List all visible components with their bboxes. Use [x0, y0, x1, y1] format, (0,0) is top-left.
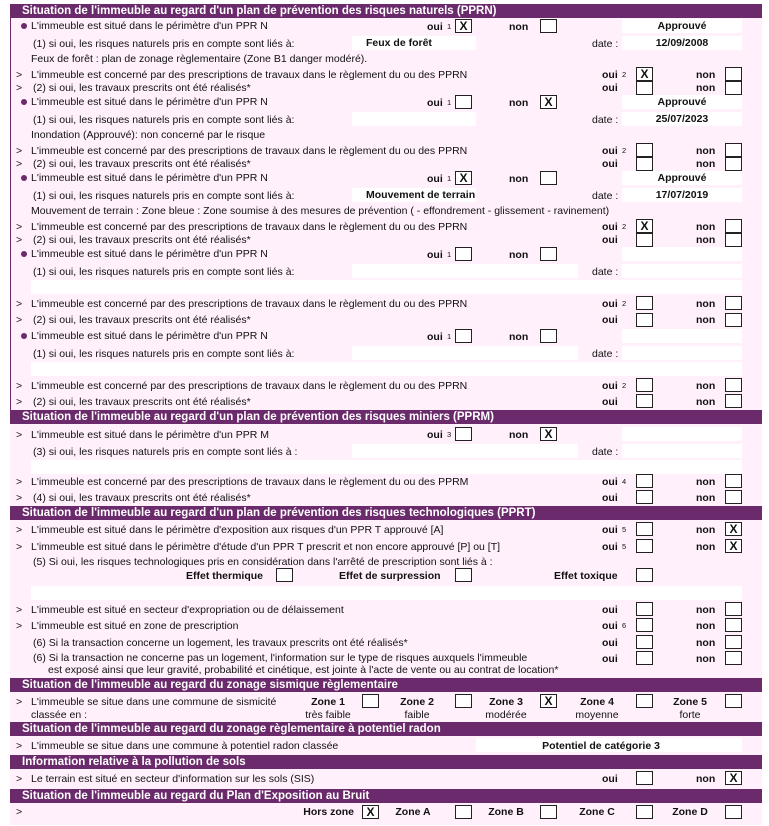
- pprt-exposition-label: L'immeuble est situé dans le périmètre d'exposition aux risques d'un PPR T approuvé [A]: [31, 524, 444, 536]
- footnote-ref: 1: [447, 22, 452, 31]
- oui-label: oui: [602, 604, 618, 616]
- zone-b-checkbox[interactable]: [540, 805, 557, 819]
- pprn3-status: Approuvé: [657, 172, 707, 184]
- zone5-label: Zone 5: [673, 696, 707, 708]
- pprn-prescriptions-label: L'immeuble est concerné par des prescriptions de travaux dans le règlement du ou des PPRN: [31, 298, 468, 310]
- pprn5-risk-field: [352, 346, 578, 360]
- pprt-expropriation-label: L'immeuble est situé en secteur d'expropriation ou de délaissement: [31, 604, 344, 616]
- zone3-label: Zone 3: [489, 696, 523, 708]
- arrow-marker: >: [16, 158, 23, 170]
- non-label: non: [696, 158, 716, 170]
- footnote-ref: 1: [447, 250, 452, 259]
- zone-c-label: Zone C: [579, 806, 615, 818]
- bullet-icon: [21, 333, 27, 339]
- effet-surpression-label: Effet de surpression: [339, 570, 441, 582]
- arrow-marker: >: [16, 69, 23, 81]
- pprn2-prescriptions-oui-checkbox[interactable]: [636, 143, 653, 157]
- pprn-prescriptions-label: L'immeuble est concerné par des prescriptions de travaux dans le règlement du ou des PPRN: [31, 145, 468, 157]
- section-header-sols: Information relative à la pollution de sols: [10, 755, 762, 769]
- arrow-marker: >: [16, 740, 23, 752]
- oui-label: oui: [427, 429, 443, 441]
- oui-label: oui: [602, 396, 618, 408]
- date-label: date :: [592, 446, 619, 458]
- pprn-risques-label: (1) si oui, les risques naturels pris en compte sont liés à:: [33, 190, 295, 202]
- pprn5-note-field: [31, 362, 742, 376]
- arrow-marker: >: [16, 82, 23, 94]
- oui-label: oui: [602, 69, 618, 81]
- pprn-left-border: [10, 18, 11, 410]
- effet-toxique-checkbox[interactable]: [636, 568, 653, 582]
- arrow-marker: >: [16, 476, 23, 488]
- zone-d-checkbox[interactable]: [725, 805, 742, 819]
- pprn4-status-field: [622, 247, 742, 261]
- pprm-note-field: [31, 460, 742, 474]
- footnote-ref: 5: [622, 525, 627, 534]
- pprn1-non-checkbox[interactable]: [540, 19, 557, 33]
- pprn3-travaux-non-checkbox[interactable]: [725, 233, 742, 247]
- pprt-zone-prescription-label: L'immeuble est situé en zone de prescription: [31, 620, 239, 632]
- bullet-icon: [21, 99, 27, 105]
- sismique-label-1: L'immeuble se situe dans une commune de sismicité: [31, 696, 277, 708]
- non-label: non: [696, 298, 716, 310]
- pprn3-note: Mouvement de terrain : Zone bleue : Zone soumise à des mesures de prévention ( - effondrement - glissement - ravinement): [31, 205, 610, 217]
- pprm-prescriptions-non-checkbox[interactable]: [725, 474, 742, 488]
- non-label: non: [696, 380, 716, 392]
- oui-label: oui: [602, 380, 618, 392]
- oui-label: oui: [427, 21, 443, 33]
- pprn3-oui-checkbox[interactable]: X: [455, 171, 472, 185]
- footnote-ref: 1: [447, 174, 452, 183]
- non-logement-non-checkbox[interactable]: [725, 651, 742, 665]
- oui-label: oui: [427, 173, 443, 185]
- pprn1-risk: Feux de forêt: [366, 37, 432, 49]
- pprt-non-logement-label-2: est exposé ainsi que leur gravité, probabilité et cinétique, est jointe à l'acte de vente ou au contrat de location*: [48, 664, 559, 676]
- radon-label: L'immeuble se situe dans une commune à potentiel radon classée: [31, 740, 339, 752]
- oui-label: oui: [602, 158, 618, 170]
- pprn1-note: Feux de forêt : plan de zonage règlementaire (Zone B1 danger modéré).: [31, 53, 368, 65]
- non-label: non: [509, 429, 529, 441]
- pprn-risques-label: (1) si oui, les risques naturels pris en compte sont liés à:: [33, 266, 295, 278]
- pprn4-note-field: [31, 280, 742, 294]
- non-label: non: [696, 524, 716, 536]
- non-label: non: [509, 21, 529, 33]
- pprm-perimetre-label: L'immeuble est situé dans le périmètre d'un PPR M: [31, 429, 270, 441]
- non-label: non: [696, 492, 716, 504]
- pprn1-oui-checkbox[interactable]: X: [455, 19, 472, 33]
- non-label: non: [696, 637, 716, 649]
- pprn-risques-label: (1) si oui, les risques naturels pris en compte sont liés à:: [33, 348, 295, 360]
- pprn4-oui-checkbox[interactable]: [455, 247, 472, 261]
- pprn4-risk-field: [352, 264, 578, 278]
- effet-toxique-label: Effet toxique: [554, 570, 618, 582]
- oui-label: oui: [602, 221, 618, 233]
- non-label: non: [509, 249, 529, 261]
- footnote-ref: 2: [622, 70, 627, 79]
- section-header-sismique: Situation de l'immeuble au regard du zonage sismique règlementaire: [10, 678, 762, 692]
- oui-label: oui: [602, 524, 618, 536]
- oui-label: oui: [602, 637, 618, 649]
- radon-value: Potentiel de catégorie 3: [542, 740, 660, 752]
- pprn4-non-checkbox[interactable]: [540, 247, 557, 261]
- zone1-checkbox[interactable]: [362, 694, 379, 708]
- pprm-non-checkbox[interactable]: X: [540, 427, 557, 441]
- footnote-ref: 1: [447, 98, 452, 107]
- expropriation-oui-checkbox[interactable]: [636, 602, 653, 616]
- non-label: non: [696, 221, 716, 233]
- oui-label: oui: [427, 331, 443, 343]
- zone-prescription-non-checkbox[interactable]: [725, 618, 742, 632]
- pprn-prescriptions-label: L'immeuble est concerné par des prescriptions de travaux dans le règlement du ou des PPRN: [31, 221, 468, 233]
- zone4-level: moyenne: [575, 709, 619, 721]
- arrow-marker: >: [16, 541, 23, 553]
- zone4-label: Zone 4: [580, 696, 614, 708]
- pprn-perimetre-label: L'immeuble est situé dans le périmètre d'un PPR N: [31, 96, 268, 108]
- zone-c-checkbox[interactable]: [636, 805, 653, 819]
- non-label: non: [509, 173, 529, 185]
- non-label: non: [696, 234, 716, 246]
- pprm-prescriptions-label: L'immeuble est concerné par des prescriptions de travaux dans le règlement du ou des PPRM: [31, 476, 469, 488]
- oui-label: oui: [602, 492, 618, 504]
- logement-oui-checkbox[interactable]: [636, 635, 653, 649]
- pprn2-non-checkbox[interactable]: X: [540, 95, 557, 109]
- pprn2-date: 25/07/2023: [655, 113, 709, 125]
- zone1-level: très faible: [305, 709, 351, 721]
- arrow-marker: >: [16, 145, 23, 157]
- pprn-travaux-label: (2) si oui, les travaux prescrits ont été réalisés*: [33, 82, 251, 94]
- pprt-exposition-oui-checkbox[interactable]: [636, 522, 653, 536]
- oui-label: oui: [602, 145, 618, 157]
- pprn4-prescriptions-oui-checkbox[interactable]: [636, 296, 653, 310]
- zone-prescription-oui-checkbox[interactable]: [636, 618, 653, 632]
- pprn1-prescriptions-oui-checkbox[interactable]: X: [636, 67, 653, 81]
- arrow-marker: >: [16, 620, 23, 632]
- pprn1-date: 12/09/2008: [655, 37, 709, 49]
- pprn1-travaux-oui-checkbox[interactable]: [636, 81, 653, 95]
- arrow-marker: >: [16, 492, 23, 504]
- pprt-etude-non-checkbox[interactable]: X: [725, 539, 742, 553]
- non-label: non: [509, 97, 529, 109]
- pprn-prescriptions-label: L'immeuble est concerné par des prescriptions de travaux dans le règlement du ou des PPRN: [31, 380, 468, 392]
- oui-label: oui: [602, 234, 618, 246]
- pprn-perimetre-label: L'immeuble est situé dans le périmètre d'un PPR N: [31, 172, 268, 184]
- pprm-risk-field: [352, 444, 578, 458]
- pprn5-prescriptions-oui-checkbox[interactable]: [636, 378, 653, 392]
- pprm-status-field: [622, 427, 742, 441]
- pprn2-risk-field: [352, 112, 476, 126]
- arrow-marker: >: [16, 524, 23, 536]
- zone-a-checkbox[interactable]: [455, 805, 472, 819]
- arrow-marker: >: [16, 380, 23, 392]
- pprn-travaux-label: (2) si oui, les travaux prescrits ont été réalisés*: [33, 158, 251, 170]
- hors-zone-label: Hors zone: [303, 806, 354, 818]
- oui-label: oui: [427, 97, 443, 109]
- pprm-travaux-oui-checkbox[interactable]: [636, 490, 653, 504]
- footnote-ref: 3: [447, 430, 452, 439]
- footnote-ref: 6: [622, 621, 627, 630]
- pprn2-oui-checkbox[interactable]: [455, 95, 472, 109]
- pprn5-travaux-oui-checkbox[interactable]: [636, 394, 653, 408]
- pprn4-travaux-non-checkbox[interactable]: [725, 313, 742, 327]
- pprn-travaux-label: (2) si oui, les travaux prescrits ont été réalisés*: [33, 234, 251, 246]
- footnote-ref: 2: [622, 299, 627, 308]
- pprn4-date-field: [622, 264, 742, 278]
- arrow-marker: >: [16, 396, 23, 408]
- oui-label: oui: [602, 541, 618, 553]
- footnote-ref: 2: [622, 381, 627, 390]
- arrow-marker: >: [16, 221, 23, 233]
- sols-non-checkbox[interactable]: X: [725, 771, 742, 785]
- pprn3-date: 17/07/2019: [655, 189, 709, 201]
- effet-surpression-checkbox[interactable]: [455, 568, 472, 582]
- pprm-oui-checkbox[interactable]: [455, 427, 472, 441]
- non-label: non: [696, 541, 716, 553]
- zone-a-label: Zone A: [395, 806, 431, 818]
- non-label: non: [509, 331, 529, 343]
- pprn2-prescriptions-non-checkbox[interactable]: [725, 143, 742, 157]
- pprn4-prescriptions-non-checkbox[interactable]: [725, 296, 742, 310]
- non-label: non: [696, 145, 716, 157]
- pprt-etude-label: L'immeuble est situé dans le périmètre d'étude d'un PPR T prescrit et non encore approuvé [P] ou [T]: [31, 541, 501, 553]
- zone3-checkbox[interactable]: X: [540, 694, 557, 708]
- pprn2-travaux-oui-checkbox[interactable]: [636, 157, 653, 171]
- section-header-bruit: Situation de l'immeuble au regard du Plan d'Exposition au Bruit: [10, 789, 762, 803]
- arrow-marker: >: [16, 806, 23, 818]
- pprn1-prescriptions-non-checkbox[interactable]: [725, 67, 742, 81]
- pprm-travaux-label: (4) si oui, les travaux prescrits ont été réalisés*: [33, 492, 251, 504]
- zone2-label: Zone 2: [400, 696, 434, 708]
- non-label: non: [696, 653, 716, 665]
- pprn5-date-field: [622, 346, 742, 360]
- pprn2-status: Approuvé: [657, 96, 707, 108]
- pprn1-travaux-non-checkbox[interactable]: [725, 81, 742, 95]
- zone4-checkbox[interactable]: [636, 694, 653, 708]
- pprt-exposition-non-checkbox[interactable]: X: [725, 522, 742, 536]
- pprn3-prescriptions-oui-checkbox[interactable]: X: [636, 219, 653, 233]
- pprn3-travaux-oui-checkbox[interactable]: [636, 233, 653, 247]
- date-label: date :: [592, 190, 619, 202]
- footnote-ref: 2: [622, 222, 627, 231]
- bullet-icon: [21, 251, 27, 257]
- bullet-icon: [21, 175, 27, 181]
- zone-b-label: Zone B: [488, 806, 524, 818]
- pprm-prescriptions-oui-checkbox[interactable]: [636, 474, 653, 488]
- arrow-marker: >: [16, 604, 23, 616]
- section-header-pprn: Situation de l'immeuble au regard d'un plan de prévention des risques naturels (PPRN): [10, 4, 762, 18]
- date-label: date :: [592, 114, 619, 126]
- expropriation-non-checkbox[interactable]: [725, 602, 742, 616]
- oui-label: oui: [602, 620, 618, 632]
- pprn-perimetre-label: L'immeuble est situé dans le périmètre d'un PPR N: [31, 248, 268, 260]
- sismique-label-2: classée en :: [31, 709, 88, 721]
- pprn2-note: Inondation (Approuvé): non concerné par le risque: [31, 129, 266, 141]
- hors-zone-checkbox[interactable]: X: [362, 805, 379, 819]
- pprn3-non-checkbox[interactable]: [540, 171, 557, 185]
- pprn-travaux-label: (2) si oui, les travaux prescrits ont été réalisés*: [33, 314, 251, 326]
- non-label: non: [696, 396, 716, 408]
- pprn3-risk: Mouvement de terrain: [366, 189, 476, 201]
- pprm-travaux-non-checkbox[interactable]: [725, 490, 742, 504]
- pprn-risques-label: (1) si oui, les risques naturels pris en compte sont liés à:: [33, 38, 295, 50]
- non-label: non: [696, 476, 716, 488]
- pprn5-prescriptions-non-checkbox[interactable]: [725, 378, 742, 392]
- arrow-marker: >: [16, 773, 23, 785]
- zone5-level: forte: [679, 709, 701, 721]
- non-label: non: [696, 604, 716, 616]
- footnote-ref: 5: [622, 542, 627, 551]
- footnote-ref: 4: [622, 477, 627, 486]
- zone-d-label: Zone D: [672, 806, 708, 818]
- oui-label: oui: [602, 82, 618, 94]
- non-label: non: [696, 69, 716, 81]
- pprn-risques-label: (1) si oui, les risques naturels pris en compte sont liés à:: [33, 114, 295, 126]
- zone1-label: Zone 1: [311, 696, 345, 708]
- pprn1-status: Approuvé: [657, 20, 707, 32]
- pprt-non-logement-label-1: (6) Si la transaction ne concerne pas un logement, l'information sur le type de risques auxquels l'immeuble: [33, 652, 528, 664]
- arrow-marker: >: [16, 429, 23, 441]
- pprn-perimetre-label: L'immeuble est situé dans le périmètre d'un PPR N: [31, 330, 268, 342]
- pprn3-prescriptions-non-checkbox[interactable]: [725, 219, 742, 233]
- arrow-marker: >: [16, 234, 23, 246]
- zone2-checkbox[interactable]: [455, 694, 472, 708]
- pprn-perimetre-label: L'immeuble est situé dans le périmètre d'un PPR N: [31, 20, 268, 32]
- non-logement-oui-checkbox[interactable]: [636, 651, 653, 665]
- oui-label: oui: [602, 773, 618, 785]
- non-label: non: [696, 314, 716, 326]
- zone3-level: modérée: [485, 709, 527, 721]
- section-header-pprt: Situation de l'immeuble au regard d'un plan de prévention des risques technologiques (PPRT): [10, 506, 762, 520]
- effet-thermique-label: Effet thermique: [186, 570, 264, 582]
- pprt-etude-oui-checkbox[interactable]: [636, 539, 653, 553]
- oui-label: oui: [602, 314, 618, 326]
- pprn5-travaux-non-checkbox[interactable]: [725, 394, 742, 408]
- date-label: date :: [592, 38, 619, 50]
- oui-label: oui: [602, 298, 618, 310]
- pprn5-non-checkbox[interactable]: [540, 329, 557, 343]
- pprm-risques-label: (3) si oui, les risques naturels pris en compte sont liés à :: [33, 446, 298, 458]
- pprn2-travaux-non-checkbox[interactable]: [725, 157, 742, 171]
- effet-thermique-checkbox[interactable]: [276, 568, 293, 582]
- pprt-logement-label: (6) Si la transaction concerne un logement, les travaux prescrits ont été réalisés*: [33, 637, 408, 649]
- oui-label: oui: [427, 249, 443, 261]
- pprt-note-field: [31, 586, 742, 600]
- logement-non-checkbox[interactable]: [725, 635, 742, 649]
- zone2-level: faible: [404, 709, 430, 721]
- footnote-ref: 1: [447, 332, 452, 341]
- pprn4-travaux-oui-checkbox[interactable]: [636, 313, 653, 327]
- section-header-radon: Situation de l'immeuble au regard du zonage règlementaire à potentiel radon: [10, 722, 762, 736]
- pprm-date-field: [622, 444, 742, 458]
- date-label: date :: [592, 348, 619, 360]
- pprn-travaux-label: (2) si oui, les travaux prescrits ont été réalisés*: [33, 396, 251, 408]
- arrow-marker: >: [16, 314, 23, 326]
- non-label: non: [696, 82, 716, 94]
- date-label: date :: [592, 266, 619, 278]
- sols-label: Le terrain est situé en secteur d'information sur les sols (SIS): [31, 773, 315, 785]
- arrow-marker: >: [16, 298, 23, 310]
- non-label: non: [696, 773, 716, 785]
- pprt-lies-label: (5) Si oui, les risques technologiques pris en considération dans l'arrêté de prescription sont liés à :: [33, 556, 493, 568]
- sols-oui-checkbox[interactable]: [636, 771, 653, 785]
- pprn-prescriptions-label: L'immeuble est concerné par des prescriptions de travaux dans le règlement du ou des PPRN: [31, 69, 468, 81]
- non-label: non: [696, 620, 716, 632]
- oui-label: oui: [602, 653, 618, 665]
- arrow-marker: >: [16, 696, 23, 708]
- footnote-ref: 2: [622, 146, 627, 155]
- zone5-checkbox[interactable]: [725, 694, 742, 708]
- bullet-icon: [21, 23, 27, 29]
- section-header-pprm: Situation de l'immeuble au regard d'un plan de prévention des risques miniers (PPRM): [10, 410, 762, 424]
- pprn5-status-field: [622, 329, 742, 343]
- pprn5-oui-checkbox[interactable]: [455, 329, 472, 343]
- oui-label: oui: [602, 476, 618, 488]
